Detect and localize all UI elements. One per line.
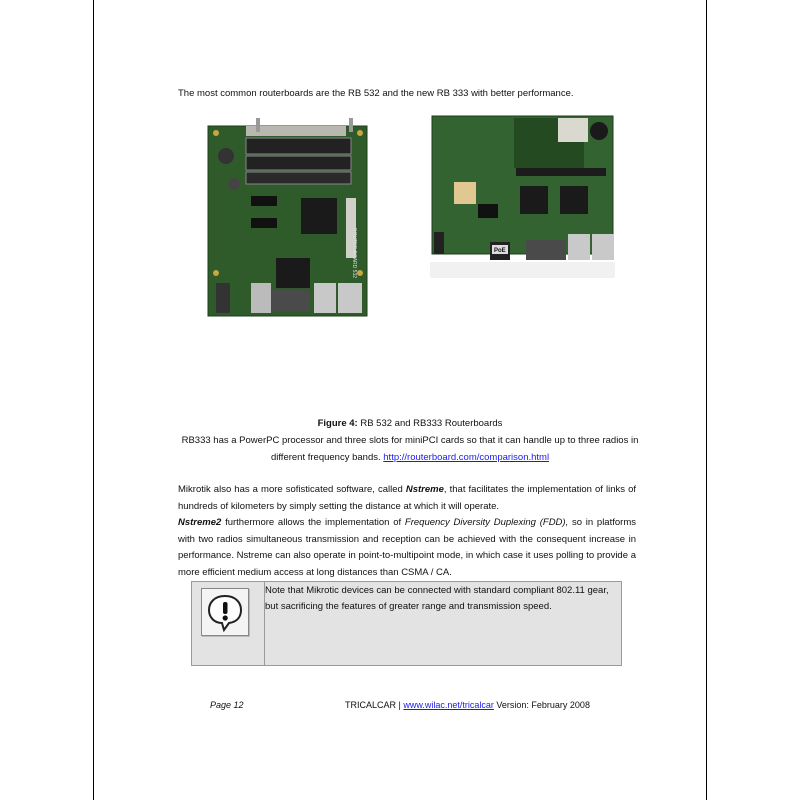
figure-caption-title bbox=[180, 415, 640, 432]
rb333-board-image bbox=[430, 114, 615, 278]
paragraph-nstreme bbox=[178, 482, 636, 515]
footer-org: TRICALCAR | bbox=[345, 700, 404, 710]
nstreme-term: Nstreme bbox=[405, 484, 444, 495]
paragraph-nstreme2 bbox=[178, 515, 636, 581]
note-box bbox=[191, 581, 622, 666]
p1-text: Mikrotik also has a more sofisticated software, called bbox=[178, 484, 406, 495]
board1-silkscreen: ROUTER BOARD 532 bbox=[351, 228, 357, 279]
rb532-board-image bbox=[206, 118, 369, 320]
comparison-link[interactable]: http://routerboard.com/comparison.html bbox=[383, 452, 550, 463]
nstreme2-term: Nstreme2 bbox=[178, 517, 222, 528]
note-text: Note that Mikrotic devices can be connected with standard compliant 802.11 gear, but sacrificing the features of greater range and transmission speed. bbox=[265, 585, 609, 612]
speech-bubble-exclamation-icon bbox=[201, 588, 249, 636]
figure-caption-description bbox=[180, 432, 640, 466]
footer-page-number: Page 12 bbox=[210, 700, 244, 710]
p1-text-end: , that facilitates the implementation of links of hundreds of kilometers by simply setting the distance at which it will operate. bbox=[178, 484, 636, 512]
footer-info bbox=[345, 700, 590, 710]
note-icon-cell bbox=[192, 582, 265, 665]
fdd-term: Frequency Diversity Duplexing (FDD), bbox=[404, 517, 569, 528]
figure-title: RB 532 and RB333 Routerboards bbox=[360, 418, 503, 429]
p2-text: furthermore allows the implementation of bbox=[221, 517, 405, 528]
p2-text-end: so in platforms with two radios simultaneous transmission and reception can be achieved with the consequent increase in performance. Nstreme can also operate in point-to-multipoint mode, in which case it uses polling to provide a more efficient medium access at long distances than CSMA / CA. bbox=[178, 517, 636, 578]
footer-version: Version: February 2008 bbox=[493, 700, 590, 710]
footer-link[interactable]: www.wilac.net/tricalcar bbox=[403, 700, 494, 710]
intro-paragraph: The most common routerboards are the RB 532 and the new RB 333 with better performance. bbox=[178, 88, 574, 99]
figure-label: Figure 4: bbox=[317, 418, 358, 429]
poe-label: PoE bbox=[494, 248, 506, 254]
figure-description: RB333 has a PowerPC processor and three slots for miniPCI cards so that it can handle up to three radios in different frequency bands. bbox=[181, 435, 639, 463]
